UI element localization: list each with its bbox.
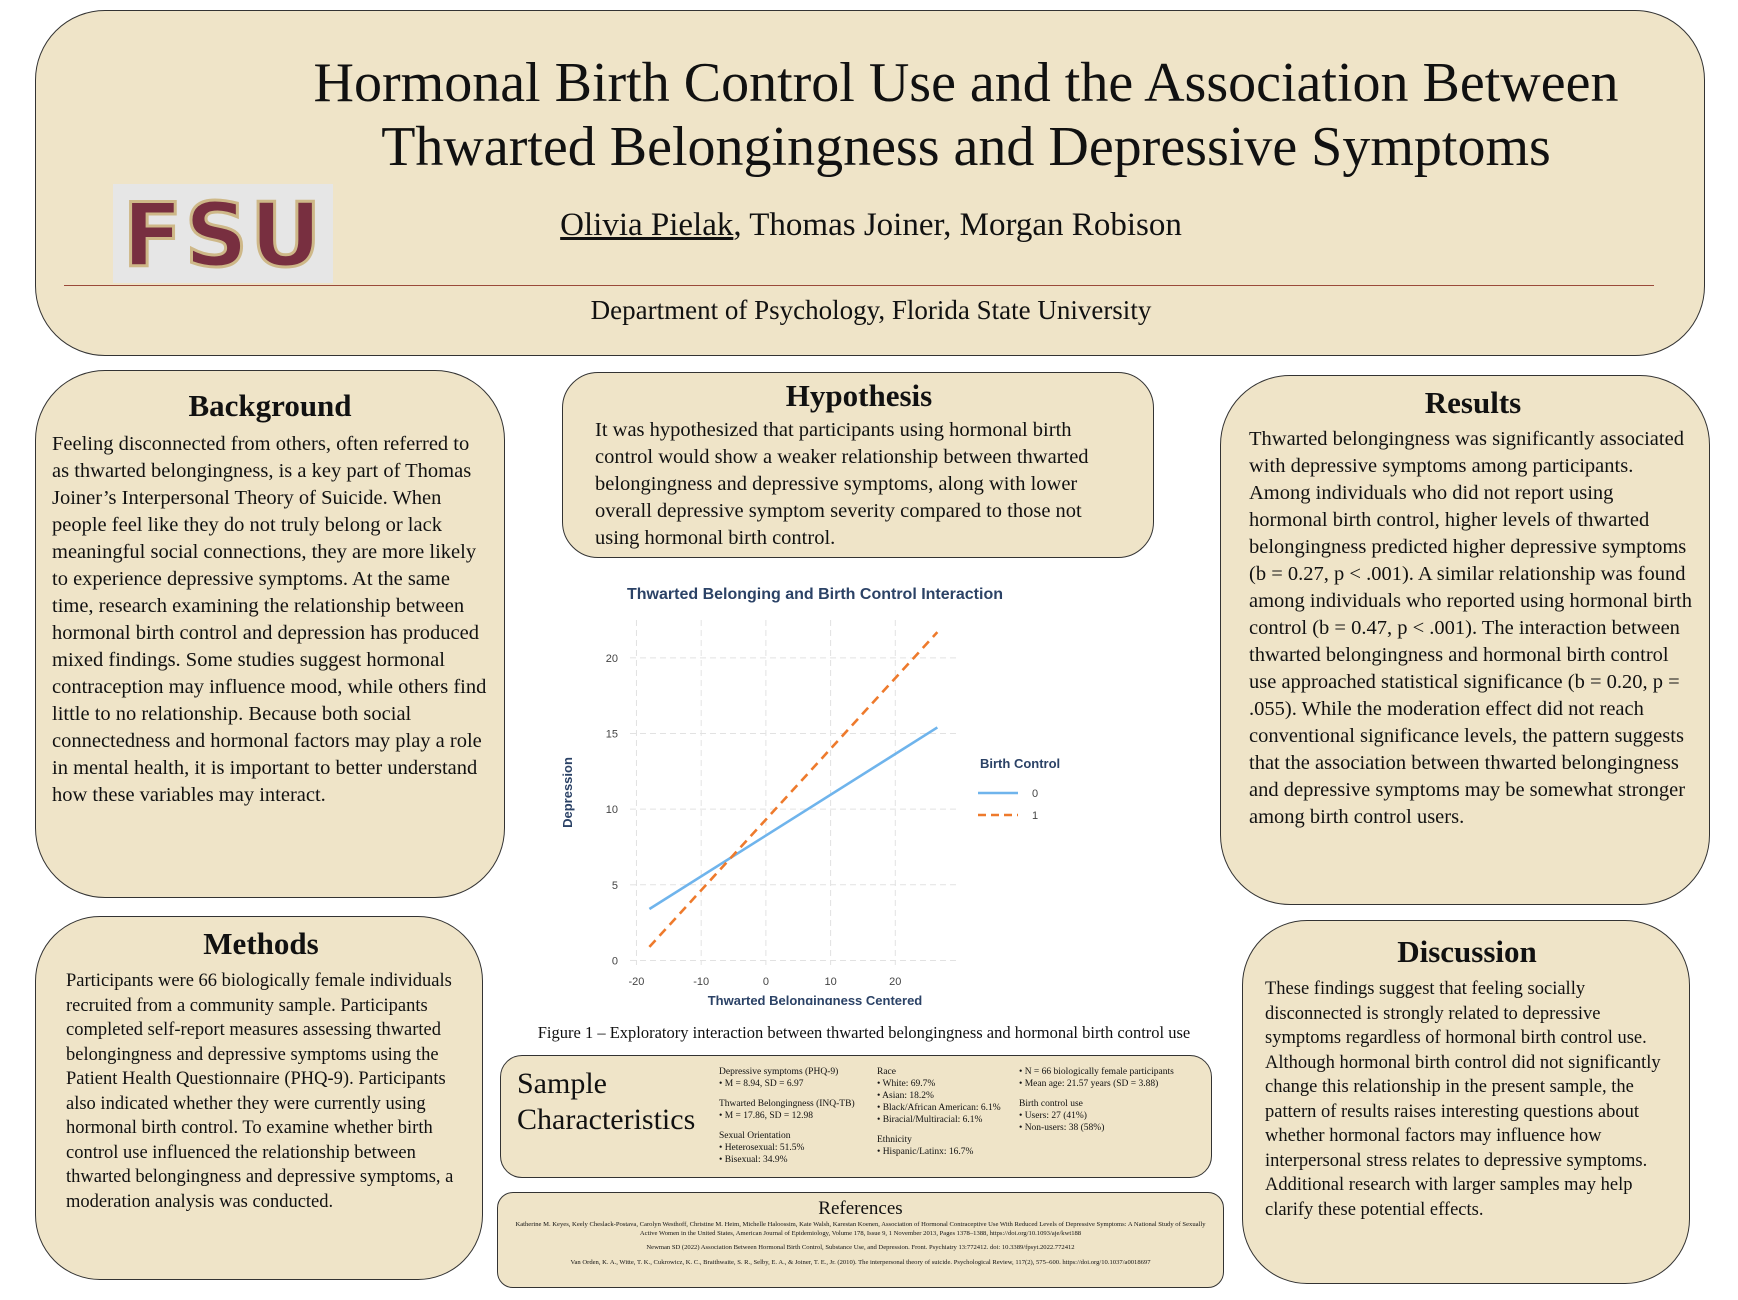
header-divider — [64, 285, 1654, 286]
background-panel — [35, 370, 505, 898]
reference-item: Newman SD (2022) Association Between Hormonal Birth Control, Substance Use, and Depression. Front. Psychiatry 13:772412. doi: 10.3389/fpsyt.2022.772412 — [646, 1244, 1075, 1251]
co-authors: , Thomas Joiner, Morgan Robison — [733, 207, 1182, 243]
sample-title-line-1: Sample — [517, 1067, 607, 1100]
fsu-logo-text: FSU — [123, 191, 323, 276]
x-tick-label: 20 — [889, 976, 902, 988]
reference-item: Van Orden, K. A., Witte, T. K., Cukrowicz, K. C., Braithwaite, S. R., Selby, E. A., & Joiner, T. E., Jr. (2010). The interpersonal theory of suicide. Psychological Review, 117(2), 575–600. https://doi.org/10.1037/a0018697 — [570, 1258, 1151, 1266]
title-line-1: Hormonal Birth Control Use and the Association Between — [313, 52, 1619, 114]
discussion-heading: Discussion — [1397, 934, 1537, 969]
x-tick-label: -20 — [628, 976, 645, 988]
stat-heading: Ethnicity — [877, 1135, 912, 1145]
title-line-2: Thwarted Belongingness and Depressive Symptoms — [381, 116, 1551, 178]
discussion-text: These findings suggest that feeling socially disconnected is strongly related to depressive symptoms regardless of hormonal birth control use. Although hormonal birth control did not significantly change this relationship in the present sample, the pattern of results raises interesting questions about whether hormonal factors may influence how interpersonal stress relates to depressive symptoms. Additional research with larger samples may help clarify these potential effects. — [1265, 979, 1661, 1220]
y-tick-label: 5 — [611, 879, 618, 892]
stat-item: • Black/African American: 6.1% — [877, 1103, 1001, 1113]
sample-column-2 — [877, 1066, 1001, 1158]
y-tick-label: 10 — [605, 804, 618, 817]
y-tick-label: 20 — [605, 652, 618, 665]
background-heading: Background — [188, 388, 352, 423]
stat-heading: Sexual Orientation — [719, 1131, 791, 1141]
methods-heading: Methods — [203, 926, 319, 961]
poster-title — [196, 51, 1736, 179]
department: Department of Psychology, Florida State University — [590, 295, 1152, 325]
author-list — [36, 207, 1706, 244]
legend-title: Birth Control — [980, 756, 1061, 771]
sample-title — [517, 1066, 695, 1138]
results-heading: Results — [1424, 385, 1522, 420]
interaction-chart — [560, 575, 1180, 1005]
stat-item: • Biracial/Multiracial: 6.1% — [877, 1115, 983, 1125]
y-axis-label: Depression — [560, 757, 575, 828]
chart-title: Thwarted Belonging and Birth Control Interaction — [627, 586, 1003, 603]
methods-panel — [35, 916, 483, 1280]
y-tick-label: 0 — [611, 955, 618, 968]
x-tick-label: 0 — [762, 976, 769, 988]
sample-characteristics-panel — [500, 1055, 1212, 1178]
series-line-0 — [649, 727, 937, 909]
stat-item: • Mean age: 21.57 years (SD = 3.88) — [1019, 1079, 1159, 1089]
hypothesis-text: It was hypothesized that participants using hormonal birth control would show a weaker relationship between thwarted belongingness and depressive symptoms, along with lower overall depressive symptom severity compared to those not using hormonal birth control. — [595, 419, 1089, 550]
interaction-chart-svg — [560, 575, 1180, 1005]
header-panel — [35, 10, 1705, 356]
hypothesis-panel — [562, 372, 1154, 558]
stat-heading: Birth control use — [1019, 1099, 1083, 1109]
methods-text: Participants were 66 biologically female individuals recruited from a community sample. Participants completed self-report measures assessing thwarted belongingness and depressive symptoms using the Patient Health Questionnaire (PHQ-9). Participants also indicated whether they were currently using hormonal birth control. To examine whether birth control use influenced the relationship between thwarted belongingness and depressive symptoms, a moderation analysis was conducted. — [66, 971, 454, 1212]
stat-item: • Hispanic/Latinx: 16.7% — [877, 1147, 974, 1157]
stat-item: • White: 69.7% — [877, 1079, 936, 1089]
stat-item: • Bisexual: 34.9% — [719, 1155, 788, 1165]
discussion-panel — [1242, 920, 1690, 1284]
stat-item: • M = 17.86, SD = 12.98 — [719, 1111, 814, 1121]
sample-column-3 — [1019, 1066, 1174, 1134]
series-line-1 — [649, 632, 937, 947]
x-axis-label: Thwarted Belongingness Centered — [707, 993, 923, 1005]
reference-item: Katherine M. Keyes, Keely Cheslack-Postava, Carolyn Westhoff, Christine M. Heim, Michelle Haloossim, Kate Walsh, Karestan Koenen, Association of Hormonal Contraceptive Use With Reduced Levels of Depressive Symptoms: A National Study of Sexually Active Women in the United States, American Journal of Epidemiology, Volume 178, Issue 9, 1 November 2013, Pages 1378–1388, https://doi.org/10.1093/aje/kwt188 — [515, 1221, 1206, 1237]
stat-item: • M = 8.94, SD = 6.97 — [719, 1079, 804, 1089]
presenting-author: Olivia Pielak — [560, 207, 734, 243]
x-tick-label: -10 — [693, 976, 710, 988]
figure-caption: Figure 1 – Exploratory interaction between thwarted belongingness and hormonal birth control use — [537, 1023, 1191, 1042]
references-heading: References — [818, 1198, 903, 1219]
stat-item: • Users: 27 (41%) — [1019, 1111, 1087, 1121]
stat-item: • Heterosexual: 51.5% — [719, 1143, 805, 1153]
results-panel — [1220, 375, 1710, 905]
hypothesis-heading: Hypothesis — [785, 378, 933, 413]
sample-title-line-2: Characteristics — [517, 1103, 696, 1136]
stat-heading: Thwarted Belongingness (INQ-TB) — [719, 1099, 855, 1109]
background-text: Feeling disconnected from others, often referred to as thwarted belongingness, is a key part of Thomas Joiner’s Interpersonal Theory of Suicide. When people feel like they do not truly belong or lack meaningful social connections, they are more likely to experience depressive symptoms. At the same time, research examining the relationship between hormonal birth control and depression has produced mixed findings. Some studies suggest hormonal contraception may influence mood, while others find little to no relationship. Because both social connectedness and hormonal factors may play a role in mental health, it is important to better understand how these variables may interact. — [52, 433, 487, 807]
x-tick-label: 10 — [824, 976, 837, 988]
sample-column-1 — [719, 1066, 855, 1166]
results-text: Thwarted belongingness was significantly associated with depressive symptoms among participants. Among individuals who did not report using hormonal birth control, higher levels of thwarted belongingness predicted higher depressive symptoms (b = 0.27, p < .001). A similar relationship was found among individuals who reported using hormonal birth control (b = 0.47, p < .001). The interaction between thwarted belongingness and hormonal birth control use approached statistical significance (b = 0.20, p = .055). While the moderation effect did not reach conventional significance levels, the pattern suggests that the association between thwarted belongingness and depressive symptoms may be somewhat stronger among birth control users. — [1249, 428, 1692, 829]
references-panel — [497, 1192, 1224, 1288]
legend-label: 1 — [1032, 810, 1039, 822]
stat-heading: Race — [877, 1067, 896, 1077]
stat-item: • Non-users: 38 (58%) — [1019, 1123, 1105, 1133]
legend-label: 0 — [1032, 788, 1039, 800]
y-tick-label: 15 — [605, 728, 618, 741]
stat-item: • Asian: 18.2% — [877, 1091, 934, 1101]
stat-heading: Depressive symptoms (PHQ-9) — [719, 1067, 839, 1077]
stat-item: • N = 66 biologically female participants — [1019, 1067, 1174, 1077]
